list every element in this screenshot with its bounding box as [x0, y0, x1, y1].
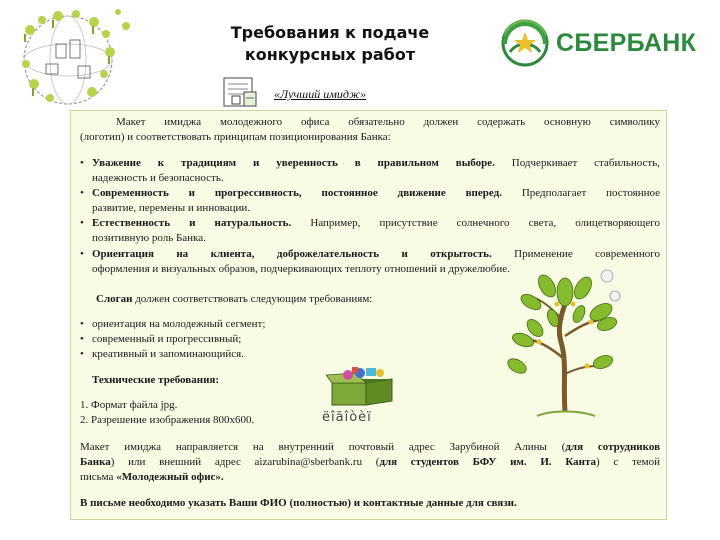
delivery-line-3: [80, 470, 660, 485]
sberbank-logo: [500, 14, 710, 72]
logo-garbled-text: ëîãîòèï: [322, 410, 372, 425]
principle-3: [92, 216, 660, 231]
delivery-text-2d: ) с темой: [596, 456, 660, 468]
technical-item-2: 2. Разрешение изображения 800х600.: [80, 414, 255, 426]
globe-illustration: [6, 4, 138, 106]
delivery-text-1b: для сотрудников: [565, 441, 661, 453]
principle-1-bold: Уважение к традициям и уверенность в правильном выборе.: [92, 157, 495, 169]
delivery-text-3b: «Молодежный офис».: [116, 471, 224, 483]
principle-3-line-2: позитивную роль Банка.: [92, 232, 206, 244]
bullet: •: [80, 217, 84, 229]
slogan-bold: Слоган: [96, 293, 133, 305]
principle-2-text: Предполагает постоянное: [501, 187, 660, 199]
principle-1: [92, 156, 660, 171]
open-box-icon: [326, 367, 400, 407]
bullet: •: [80, 248, 84, 260]
sberbank-logo-icon: [500, 18, 550, 68]
bullet: •: [80, 333, 84, 345]
bullet: •: [80, 318, 84, 330]
delivery-line-1: [80, 440, 660, 455]
principle-1-text: Подчеркивает стабильность,: [494, 157, 660, 169]
delivery-text-2b: ) или внешний адрес aizarubina@sberbank.ru (: [110, 456, 380, 468]
delivery-final-note: В письме необходимо указать Ваши ФИО (полностью) и контактные данные для связи.: [80, 497, 517, 509]
slogan-item-3: креативный и запоминающийся.: [92, 348, 244, 360]
principle-2-line-2: развитие, перемены и инновации.: [92, 202, 251, 214]
technical-item-1: 1. Формат файла jpg.: [80, 399, 178, 411]
title-line-1: Требования к подаче: [230, 23, 430, 42]
tree-illustration: [503, 262, 623, 422]
bullet: •: [80, 348, 84, 360]
principle-2-bold: Современность и прогрессивность, постоянное движение вперед.: [92, 187, 502, 199]
delivery-text-2a: Банка: [80, 456, 111, 468]
intro-line-1: Макет имиджа молодежного офиса обязательно должен содержать основную символику: [116, 116, 660, 128]
slogan-item-2: современный и прогрессивный;: [92, 333, 242, 345]
document-icon: [218, 74, 266, 110]
intro-line-2: (логотип) и соответствовать принципам позиционирования Банка:: [80, 131, 391, 143]
bullet: •: [80, 187, 84, 199]
contest-name: «Лучший имидж»: [274, 87, 367, 101]
page-title: [180, 22, 480, 66]
logo-text: СБЕРБАНК: [556, 28, 697, 57]
slogan-heading: [96, 292, 516, 307]
technical-heading: Технические требования:: [92, 374, 220, 386]
principle-4-line-2: оформления и визуальных образов, подчеркивающих теплоту отношений и дружелюбие.: [92, 263, 510, 275]
principle-4-bold: Ориентация на клиента, доброжелательность и открытость.: [92, 248, 492, 260]
delivery-line-2: [80, 455, 660, 470]
principle-3-text: Например, присутствие солнечного света, олицетворяющего: [291, 217, 660, 229]
principle-4-text: Применение современного: [491, 248, 660, 260]
slogan-text: должен соответствовать следующим требованиям:: [132, 293, 373, 305]
principle-3-bold: Естественность и натуральность.: [92, 217, 292, 229]
delivery-text-1a: Макет имиджа направляется на внутренний почтовый адрес Зарубиной Алины (: [80, 441, 566, 453]
delivery-text-2c: для студентов БФУ им. И. Канта: [379, 456, 597, 468]
slogan-item-1: ориентация на молодежный сегмент;: [92, 318, 266, 330]
title-line-2: конкурсных работ: [244, 45, 416, 64]
bullet: •: [80, 157, 84, 169]
principle-2: [92, 186, 660, 201]
principle-4: [92, 247, 660, 262]
delivery-text-3a: письма: [80, 471, 117, 483]
principle-1-line-2: надежность и безопасность.: [92, 172, 224, 184]
